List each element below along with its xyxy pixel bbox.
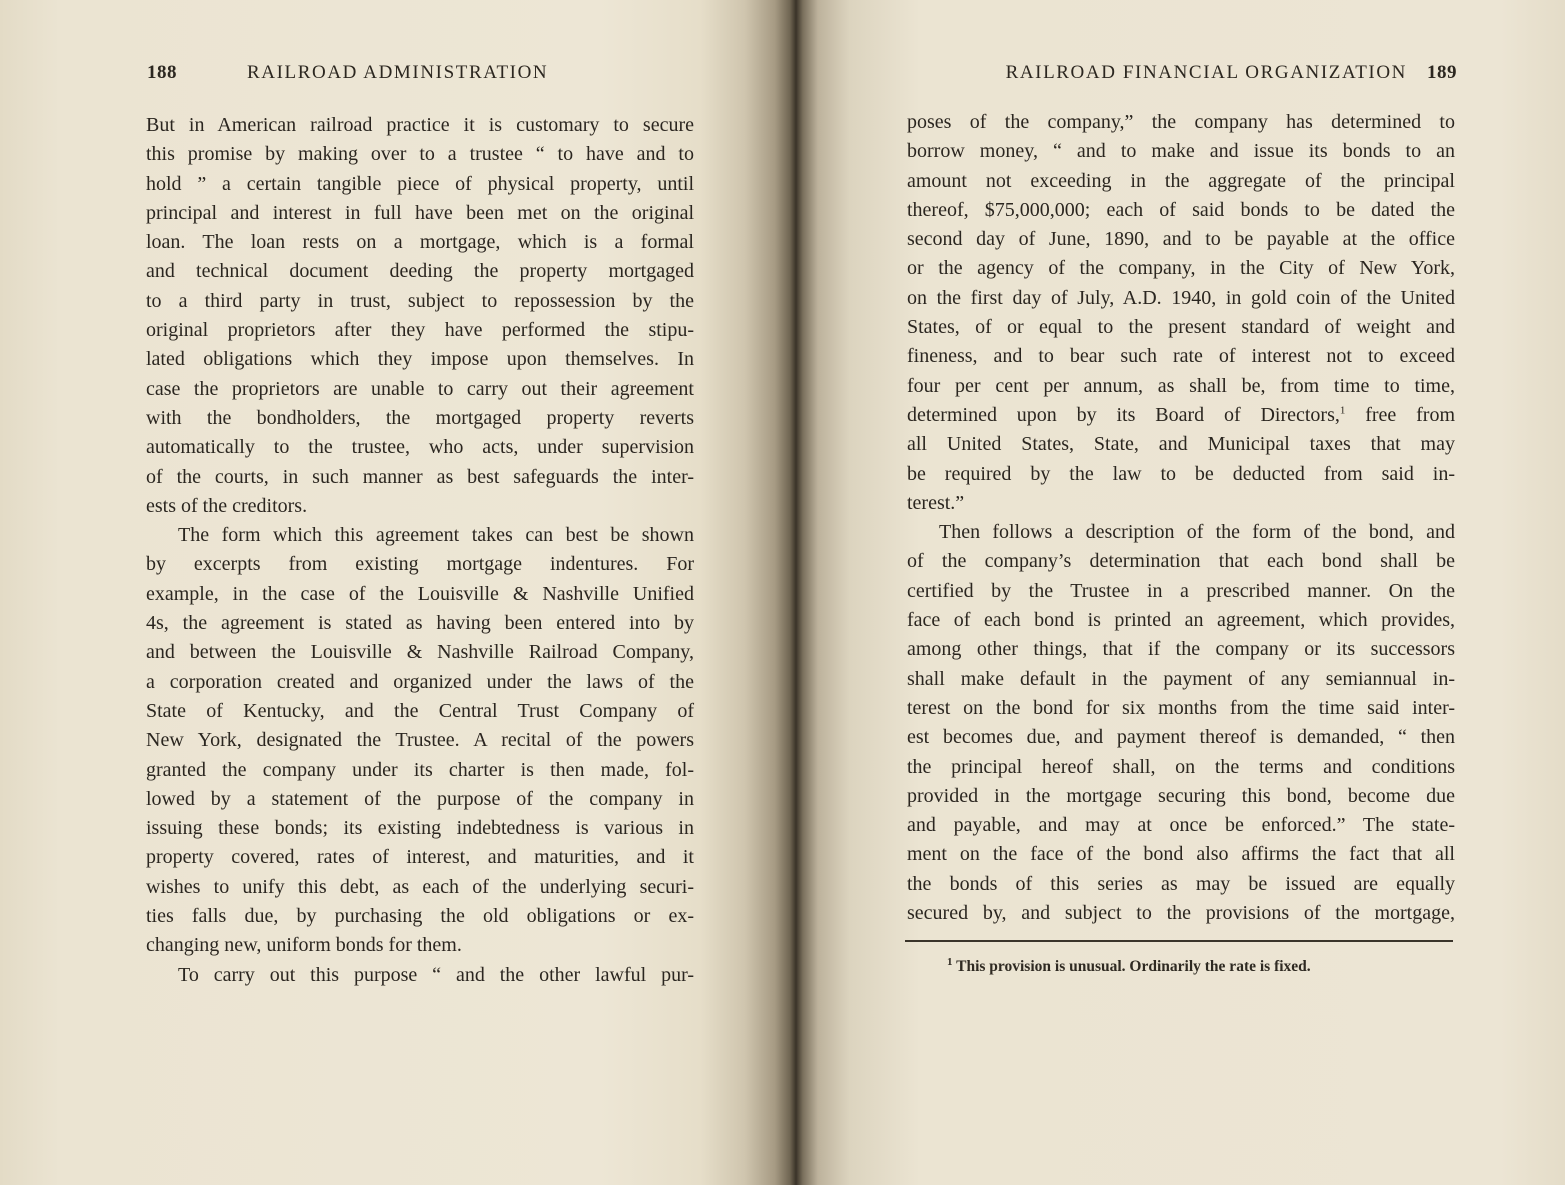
text-line: The form which this agreement takes can best be shown [178, 524, 694, 547]
text-line: State of Kentucky, and the Central Trust Company of [146, 699, 694, 722]
left-page-number: 188 [147, 62, 177, 83]
right-running-head [1006, 62, 1457, 84]
text-line: principal and interest in full have been met on the original [146, 201, 694, 224]
text-line: be required by the law to be deducted from said in- [907, 462, 1455, 485]
text-line: this promise by making over to a trustee “ to have and to [146, 143, 694, 166]
footnote-marker: 1 [947, 955, 953, 968]
text-line: by excerpts from existing mortgage indentures. For [146, 553, 694, 576]
text-line: est becomes due, and payment thereof is demanded, “ then [907, 726, 1455, 749]
text-line: hold ” a certain tangible piece of physical property, until [146, 172, 694, 195]
text-line: terest.” [907, 491, 965, 514]
text-line: and between the Louisville & Nashville Railroad Company, [146, 641, 694, 664]
text-line: among other things, that if the company or its successors [907, 638, 1455, 661]
text-line: property covered, rates of interest, and maturities, and it [146, 846, 694, 869]
left-running-head-title: RAILROAD ADMINISTRATION [247, 62, 549, 83]
text-line: New York, designated the Trustee. A recital of the powers [146, 729, 694, 752]
text-line: provided in the mortgage securing this bond, become due [907, 784, 1455, 807]
text-line: But in American railroad practice it is customary to secure [146, 114, 694, 136]
text-line: 4s, the agreement is stated as having been entered into by [146, 612, 694, 635]
text-line: thereof, $75,000,000; each of said bonds to be dated the [907, 198, 1455, 221]
right-body-text [907, 108, 1455, 928]
footnote-text: This provision is unusual. Ordinarily the rate is fixed. [956, 958, 1311, 975]
text-line: the principal hereof shall, on the terms and conditions [907, 755, 1455, 778]
text-line: all United States, State, and Municipal taxes that may [907, 433, 1455, 456]
text-line: changing new, uniform bonds for them. [146, 934, 462, 957]
text-line: with the bondholders, the mortgaged property reverts [146, 406, 694, 429]
text-line: lowed by a statement of the purpose of the company in [146, 787, 694, 810]
text-line: original proprietors after they have performed the stipu- [146, 319, 694, 342]
text-line: face of each bond is printed an agreement, which provides, [907, 609, 1455, 632]
left-body-text [146, 111, 694, 990]
text-line: of the courts, in such manner as best safeguards the inter- [146, 465, 694, 488]
text-line: amount not exceeding in the aggregate of the principal [907, 169, 1455, 192]
right-page [800, 0, 1565, 1185]
text-line: terest on the bond for six months from the time said inter- [907, 696, 1455, 719]
text-line: to a third party in trust, subject to repossession by the [146, 289, 694, 312]
text-line: automatically to the trustee, who acts, under supervision [146, 436, 694, 459]
footnote-divider [905, 940, 1453, 942]
text-line: shall make default in the payment of any semiannual in- [907, 667, 1455, 690]
text-line: wishes to unify this debt, as each of the underlying securi- [146, 875, 694, 898]
text-line: example, in the case of the Louisville & Nashville Unified [146, 582, 694, 605]
right-page-number: 189 [1427, 62, 1457, 83]
text-line: four per cent per annum, as shall be, from time to time, [907, 374, 1455, 397]
text-line-part: determined upon by its Board of Directors, [907, 403, 1340, 426]
text-line: ties falls due, by purchasing the old obligations or ex- [146, 905, 694, 928]
text-line: a corporation created and organized under the laws of the [146, 670, 694, 693]
text-line: and technical document deeding the property mortgaged [146, 260, 694, 283]
text-line: the bonds of this series as may be issued are equally [907, 872, 1455, 895]
text-line: States, of or equal to the present standard of weight and [907, 316, 1455, 339]
text-line: case the proprietors are unable to carry out their agreement [146, 377, 694, 400]
text-line-with-footnote-ref [907, 401, 1455, 430]
left-running-head [147, 62, 548, 84]
text-line: ests of the creditors. [146, 494, 308, 517]
text-line: poses of the company,” the company has determined to [907, 111, 1455, 133]
text-line: loan. The loan rests on a mortgage, which is a formal [146, 231, 694, 254]
text-line: or the agency of the company, in the City of New York, [907, 257, 1455, 280]
text-line: lated obligations which they impose upon themselves. In [146, 348, 694, 371]
text-line: borrow money, “ and to make and issue its bonds to an [907, 140, 1455, 163]
text-line: of the company’s determination that each bond shall be [907, 550, 1455, 573]
footnote [947, 955, 1311, 976]
right-running-head-title: RAILROAD FINANCIAL ORGANIZATION [1005, 62, 1407, 83]
text-line: To carry out this purpose “ and the other lawful pur- [178, 963, 694, 986]
text-line: certified by the Trustee in a prescribed manner. On the [907, 579, 1455, 602]
text-line-part: free from [1345, 403, 1455, 426]
text-line: secured by, and subject to the provisions of the mortgage, [907, 902, 1455, 925]
text-line: ment on the face of the bond also affirms the fact that all [907, 843, 1455, 866]
text-line: second day of June, 1890, and to be payable at the office [907, 228, 1455, 251]
text-line: issuing these bonds; its existing indebtedness is various in [146, 817, 694, 840]
text-line: and payable, and may at once be enforced.” The state- [907, 814, 1455, 837]
text-line: on the first day of July, A.D. 1940, in gold coin of the United [907, 286, 1455, 309]
text-line: fineness, and to bear such rate of interest not to exceed [907, 345, 1455, 368]
text-line: granted the company under its charter is then made, fol- [146, 758, 694, 781]
footnote-reference: 1 [1339, 404, 1346, 417]
text-line: Then follows a description of the form of the bond, and [939, 521, 1455, 544]
